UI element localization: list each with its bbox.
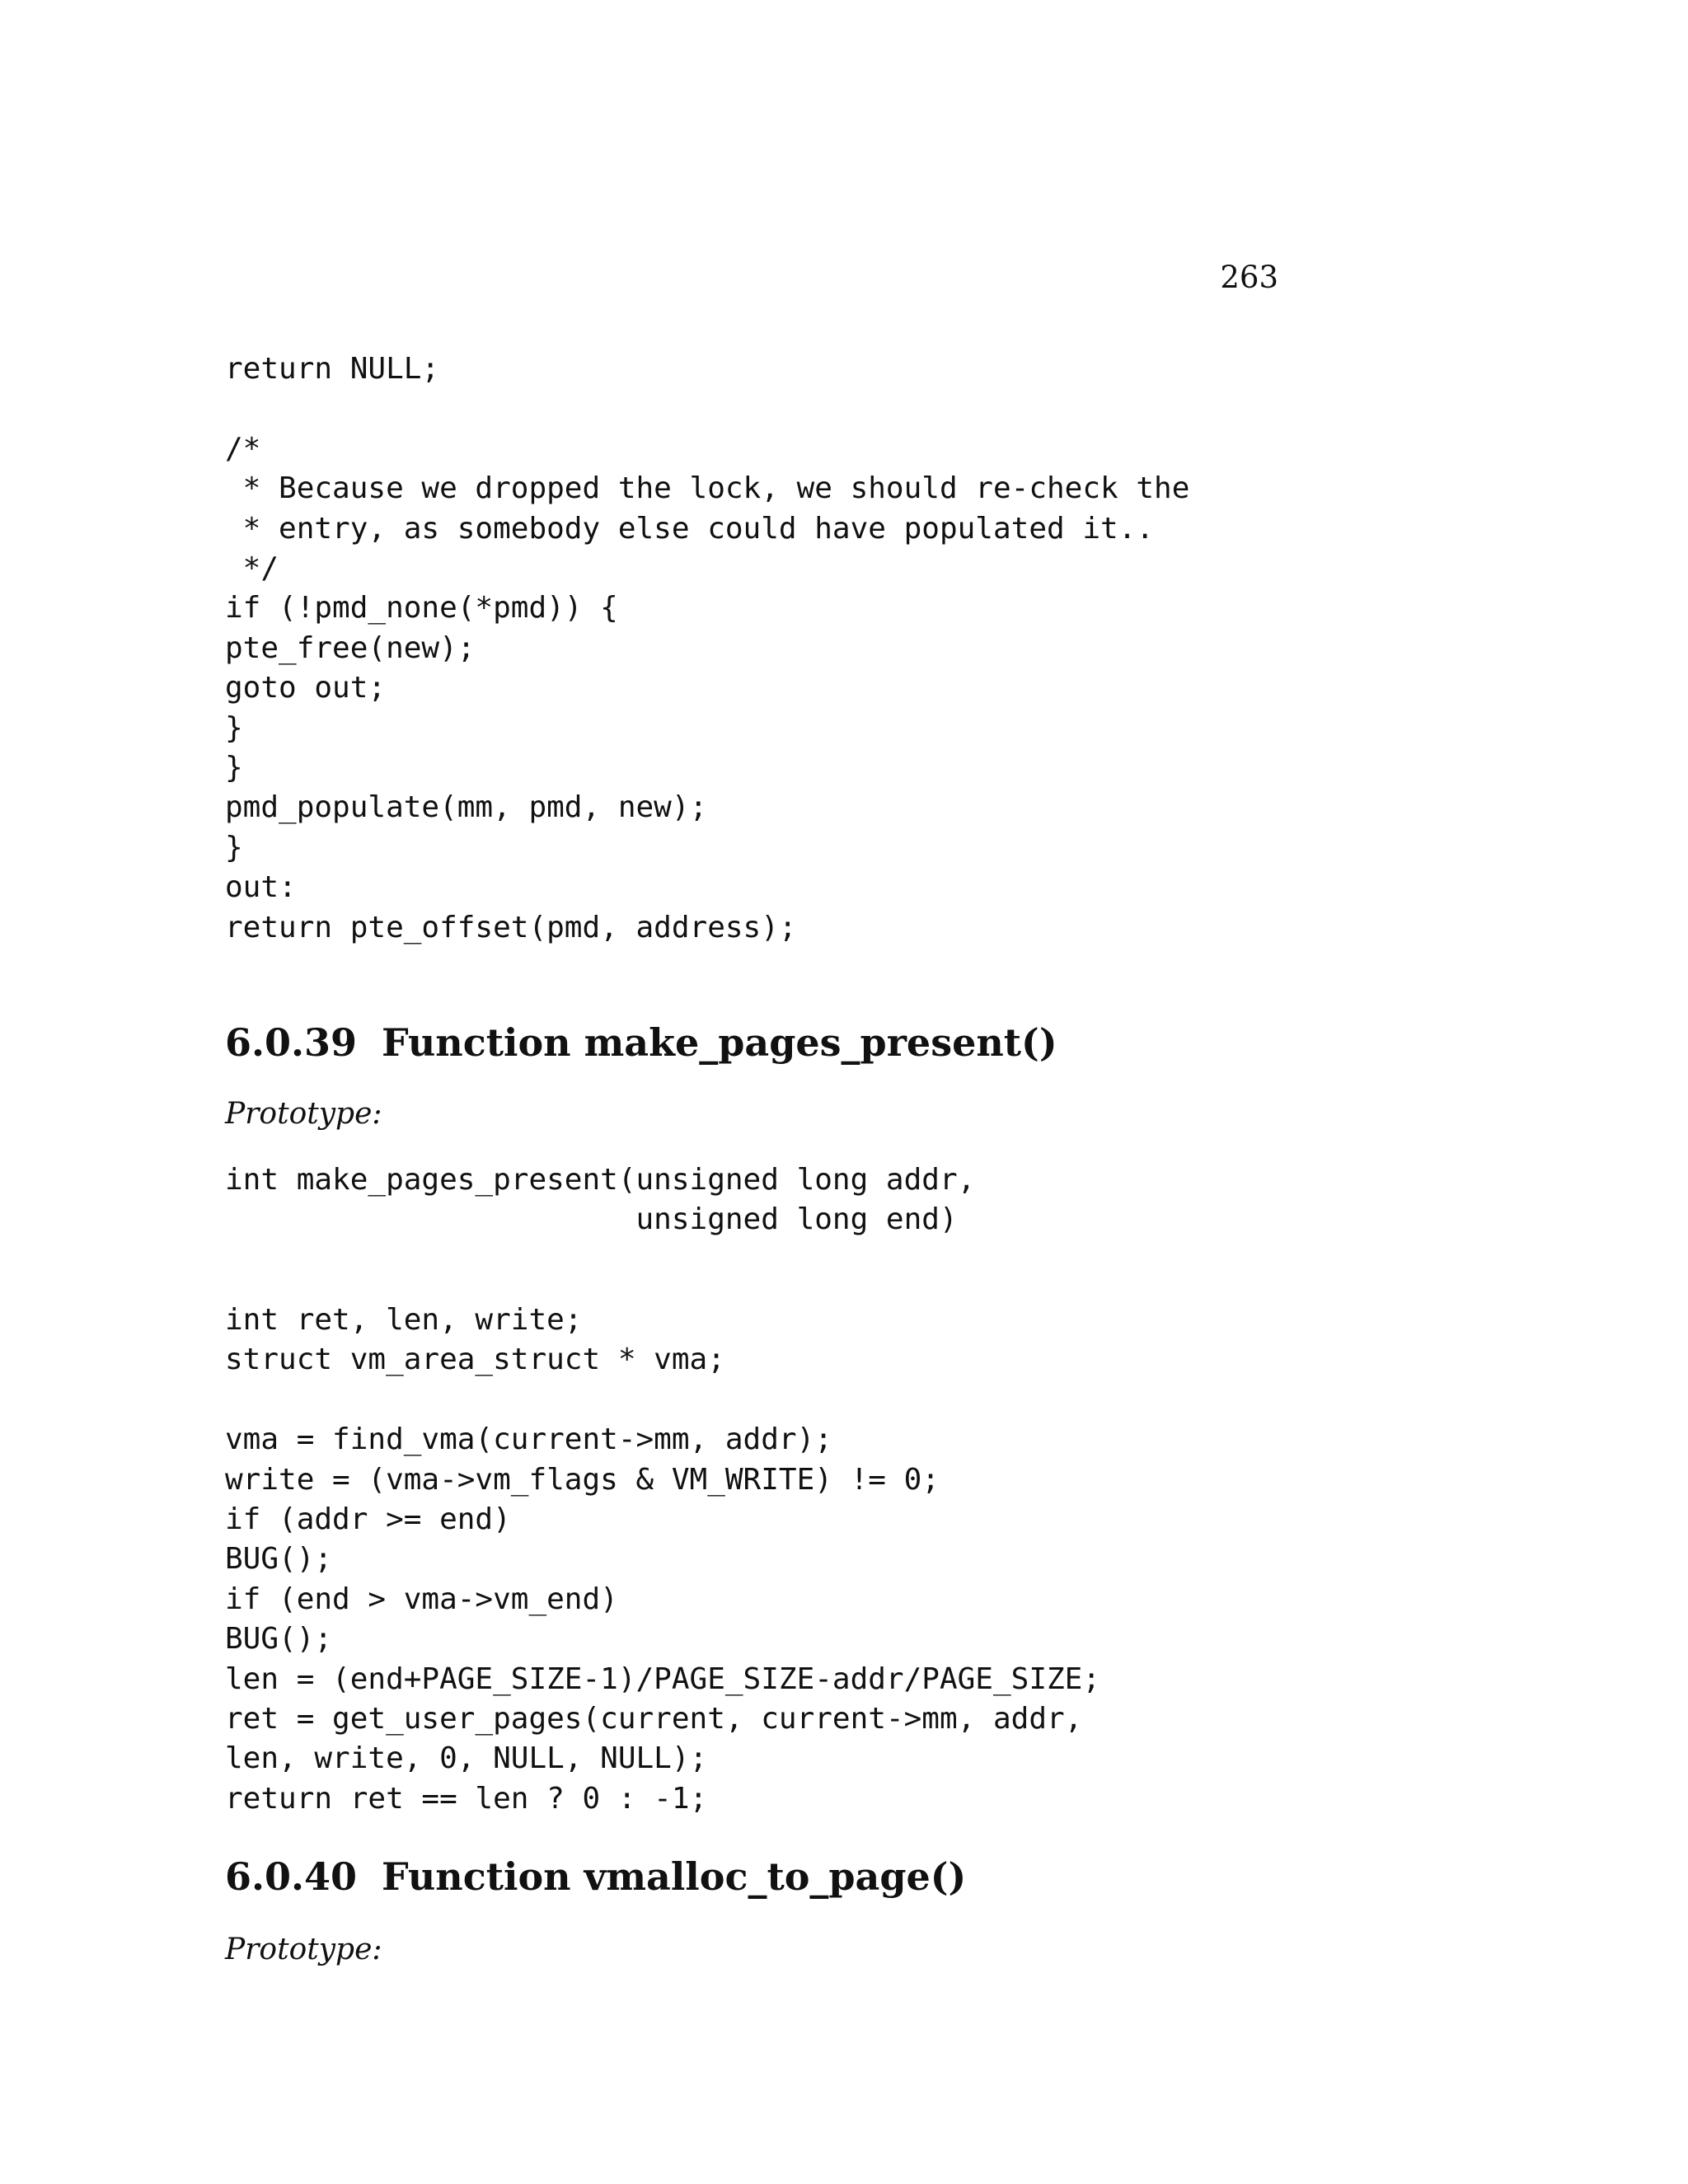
prototype-label: Prototype: [225,1933,382,1966]
section-heading-make-pages-present [225,1022,1057,1064]
section-heading-vmalloc-to-page [225,1856,966,1898]
section-title: Function make_pages_present() [382,1020,1057,1065]
prototype-label: Prototype: [225,1097,382,1131]
code-block-make-pages-present-body: int ret, len, write; struct vm_area_struct * vma; vma = find_vma(current->mm, addr); write = (vma->vm_flags & VM_WRITE) != 0; if (addr >= end) BUG(); if (end > vma->vm_end) BUG(); len = (end+PAGE_SIZE-1)/PAGE_SIZE-addr/PAGE_SIZE; ret = get_user_pages(current, current->mm, addr, len, write, 0, NULL, NULL); return ret == len ? 0 : -1; [225,1303,1101,1816]
code-block-return-pte-offset: return NULL; /* * Because we dropped the lock, we should re-check the * entry, as somebody else could have populated it.. */ if (!pmd_none(*pmd)) { pte_free(new); goto out; } } pmd_populate(mm, pmd, new); } out: return pte_offset(pmd, address); [225,352,1190,944]
page-number: 263 [1220,260,1278,295]
section-number: 6.0.40 [225,1854,358,1899]
prototype-code-make-pages-present: int make_pages_present(unsigned long addr, unsigned long end) [225,1163,976,1237]
section-title: Function vmalloc_to_page() [382,1854,967,1899]
section-number: 6.0.39 [225,1020,358,1065]
